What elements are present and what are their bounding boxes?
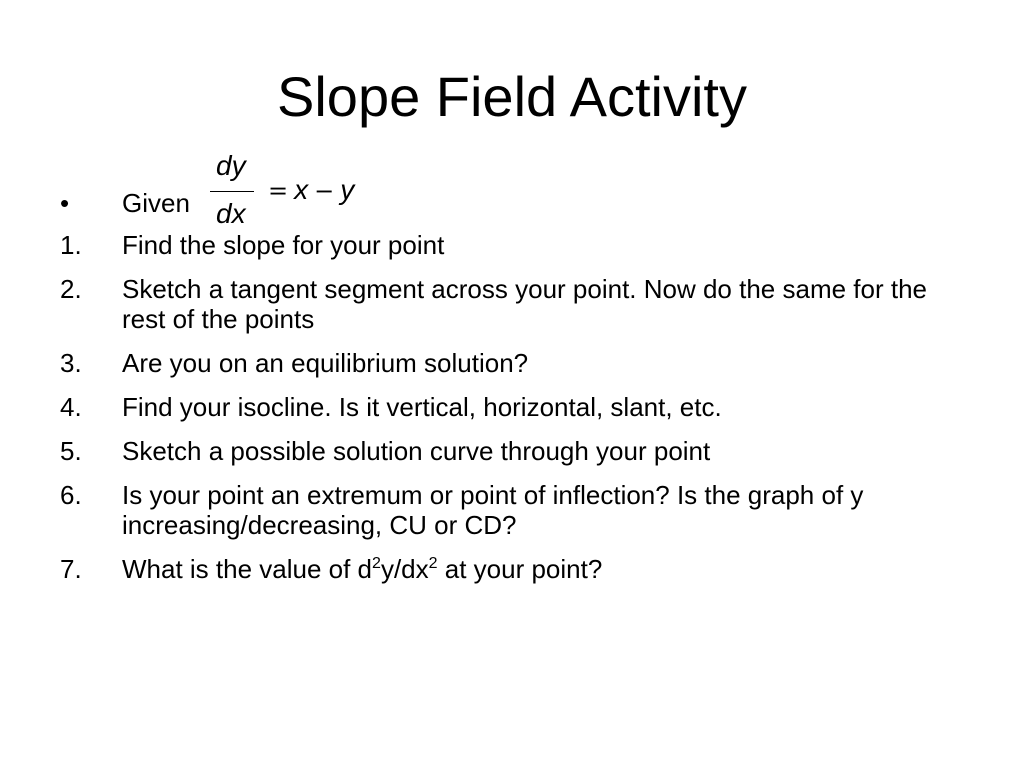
slide-title: Slope Field Activity: [277, 65, 747, 128]
list-item: [0, 436, 1024, 466]
given-label: Given: [122, 188, 190, 218]
item-text: Are you on an equilibrium solution?: [122, 348, 529, 378]
list-item: [0, 274, 1024, 334]
activity-steps-list: [0, 230, 1024, 598]
fraction-denominator: dx: [216, 198, 246, 229]
item-text: Sketch a tangent segment across your point. Now do the same for the rest of the points: [122, 274, 927, 334]
item-text-part: at your point?: [437, 554, 603, 584]
fraction-bar: [210, 191, 254, 192]
list-item: [0, 348, 1024, 378]
item-number: 2.: [60, 274, 82, 304]
equation-right-side: [262, 174, 354, 207]
list-item: [0, 480, 1024, 540]
variable-y: y: [340, 174, 355, 205]
item-number: 4.: [60, 392, 82, 422]
item-text: Sketch a possible solution curve through your point: [122, 436, 711, 466]
item-text: Find your isocline. Is it vertical, horizontal, slant, etc.: [122, 392, 722, 422]
superscript-exponent: 2: [428, 555, 438, 572]
item-text: [122, 554, 952, 584]
minus-sign: −: [314, 177, 335, 205]
given-statement: [0, 150, 1024, 230]
item-number: 7.: [60, 554, 82, 584]
fraction-numerator: dy: [216, 150, 246, 181]
list-item: [0, 230, 1024, 260]
list-item: [0, 392, 1024, 422]
equals-sign: =: [268, 177, 289, 205]
superscript-exponent: 2: [372, 555, 381, 572]
item-text: Find the slope for your point: [122, 230, 445, 260]
item-text-part: y/dx: [380, 554, 429, 584]
item-number: 6.: [60, 480, 82, 510]
item-number: 5.: [60, 436, 82, 466]
list-item: [0, 554, 1024, 584]
variable-x: x: [294, 174, 309, 205]
item-number: 3.: [60, 348, 82, 378]
item-number: 1.: [60, 230, 82, 260]
item-text-part: What is the value of d: [122, 554, 373, 584]
bullet-marker: •: [60, 188, 70, 218]
item-text: Is your point an extremum or point of inflection? Is the graph of y increasing/decreasing, CU or CD?: [122, 480, 864, 540]
